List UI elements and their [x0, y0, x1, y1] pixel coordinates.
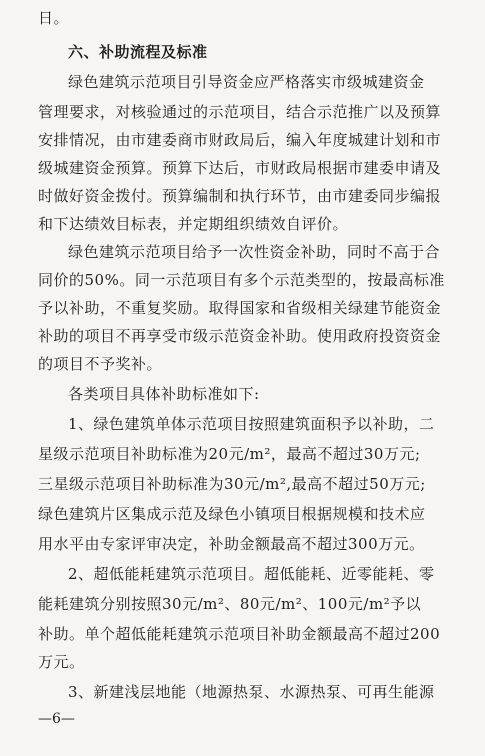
text-line: 管理要求，对核验通过的示范项目，结合示范推广以及预算 [38, 103, 442, 121]
section-heading: 六、补助流程及标准 [68, 43, 208, 61]
text-line: 三星级示范项目补助标准为30元/m²,最高不超过50万元; [38, 475, 426, 493]
text-line: 的项目不予奖补。 [38, 355, 163, 373]
text-line: 用水平由专家评审决定，补助金额最高不超过300万元。 [38, 535, 425, 553]
text-line: 绿色建筑片区集成示范及绿色小镇项目根据规模和技术应 [38, 505, 426, 523]
text-line: 安排情况，由市建委商市财政局后，编入年度城建计划和市 [38, 131, 442, 149]
text-line: 补助的项目不再享受市级示范资金补助。使用政府投资资金 [38, 327, 442, 345]
text-line: 3、新建浅层地能（地源热泵、水源热泵、可再生能源 [68, 683, 435, 701]
text-line: 级城建资金预算。预算下达后，市财政局根据市建委申请及 [38, 159, 442, 177]
text-line: 补助。单个超低能耗建筑示范项目补助金额最高不超过200 [38, 625, 441, 643]
text-line: 1、绿色建筑单体示范项目按照建筑面积予以补助，二 [68, 415, 435, 433]
text-line: 时做好资金拨付。预算编制和执行环节，由市建委同步编报 [38, 187, 442, 205]
text-line: 日。 [38, 9, 70, 27]
text-line: 绿色建筑示范项目给予一次性资金补助，同时不高于合 [68, 243, 441, 261]
document-page [38, 0, 456, 756]
text-line: 星级示范项目补助标准为20元/m²，最高不超过30万元; [38, 445, 421, 463]
text-line: 同价的50%。同一示范项目有多个示范类型的，按最高标准 [38, 271, 445, 289]
page-number: —6— [38, 711, 75, 727]
text-line: 绿色建筑示范项目引导资金应严格落实市级城建资金 [68, 73, 425, 91]
text-line: 予以补助，不重复奖励。取得国家和省级相关绿建节能资金 [38, 299, 442, 317]
text-line: 能耗建筑分别按照30元/m²、80元/m²、100元/m²予以 [38, 595, 422, 613]
text-line: 各类项目具体补助标准如下: [68, 385, 260, 403]
text-line: 和下达绩效目标表，并定期组织绩效自评价。 [38, 215, 349, 233]
text-line: 万元。 [38, 653, 85, 671]
text-line: 2、超低能耗建筑示范项目。超低能耗、近零能耗、零 [68, 565, 435, 583]
